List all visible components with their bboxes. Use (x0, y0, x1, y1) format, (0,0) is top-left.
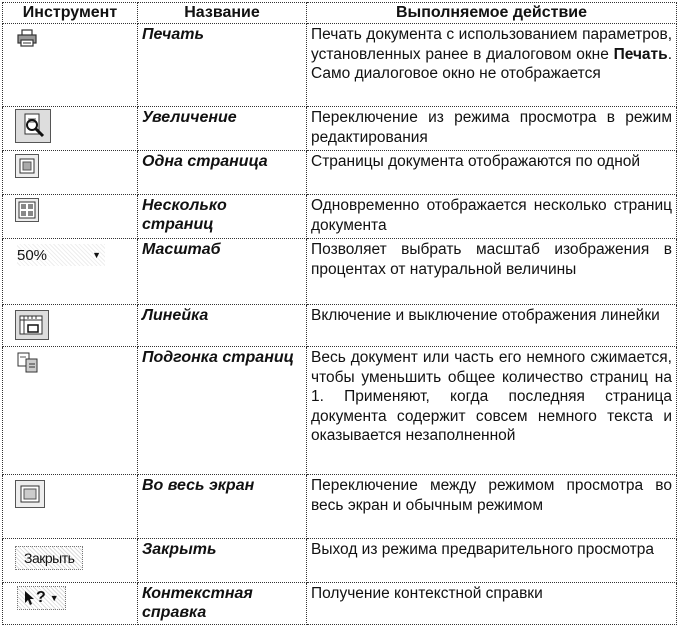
row-name: Увеличение (138, 107, 307, 151)
table-row (3, 539, 677, 583)
row-name: Масштаб (138, 239, 307, 305)
row-desc: Переключение из режима просмотра в режим редактирования (307, 107, 677, 151)
header-action: Выполняемое действие (307, 3, 677, 24)
help-question-mark: ? (36, 589, 46, 606)
row-desc: Весь документ или часть его немного сжимается, чтобы уменьшить общее количество страниц на 1. Применяют, когда последняя страница документа содержит совсем немного текста и оказывается незаполненной (307, 347, 677, 475)
context-help-icon (24, 590, 36, 606)
table-row (3, 107, 677, 151)
tool-cell (3, 539, 138, 583)
row-name: Подгонка страниц (138, 347, 307, 475)
context-help-button[interactable] (17, 586, 66, 610)
chevron-down-icon: ▼ (49, 593, 59, 603)
one-page-icon[interactable] (15, 154, 39, 178)
chevron-down-icon[interactable]: ▼ (92, 250, 101, 260)
tool-cell (3, 305, 138, 347)
table-row (3, 347, 677, 475)
row-desc: Позволяет выбрать масштаб изображения в процентах от натуральной величины (307, 239, 677, 305)
print-icon[interactable] (15, 27, 39, 51)
desc-bold-print: Печать (613, 45, 668, 63)
close-button[interactable]: Закрыть (15, 546, 83, 570)
tool-cell (3, 583, 138, 625)
row-desc: Выход из режима предварительного просмотра (307, 539, 677, 583)
zoom-combo[interactable] (17, 244, 105, 266)
row-name: Закрыть (138, 539, 307, 583)
row-desc: Печать документа с использованием параметров, установленных ранее в диалоговом окне Печать. Само диалоговое окно не отображается (307, 24, 677, 107)
tool-cell (3, 151, 138, 195)
row-name: Контекстная справка (138, 583, 307, 625)
tool-cell (3, 24, 138, 107)
row-name: Линейка (138, 305, 307, 347)
tool-cell (3, 239, 138, 305)
header-name: Название (138, 3, 307, 24)
full-screen-icon[interactable] (15, 480, 45, 508)
row-desc: Одновременно отображается несколько страниц документа (307, 195, 677, 239)
table-row (3, 583, 677, 625)
toolbar-reference-table (2, 2, 677, 625)
magnifier-icon[interactable] (15, 109, 51, 143)
table-row (3, 195, 677, 239)
tool-cell (3, 475, 138, 539)
tool-cell (3, 107, 138, 151)
row-name: Во весь экран (138, 475, 307, 539)
zoom-value: 50% (17, 246, 48, 264)
table-row (3, 24, 677, 107)
multiple-pages-icon[interactable] (15, 198, 39, 222)
header-row (3, 3, 677, 24)
row-name: Одна страница (138, 151, 307, 195)
table-row (3, 151, 677, 195)
row-desc: Переключение между режимом просмотра во весь экран и обычным режимом (307, 475, 677, 539)
row-name: Печать (138, 24, 307, 107)
tool-cell (3, 195, 138, 239)
ruler-icon[interactable] (15, 310, 49, 340)
row-desc: Получение контекстной справки (307, 583, 677, 625)
table-row (3, 305, 677, 347)
row-desc: Страницы документа отображаются по одной (307, 151, 677, 195)
table-row (3, 239, 677, 305)
row-name: Несколько страниц (138, 195, 307, 239)
table-row (3, 475, 677, 539)
row-desc: Включение и выключение отображения линейки (307, 305, 677, 347)
header-tool: Инструмент (3, 3, 138, 24)
shrink-to-fit-icon[interactable] (15, 350, 39, 374)
tool-cell (3, 347, 138, 475)
